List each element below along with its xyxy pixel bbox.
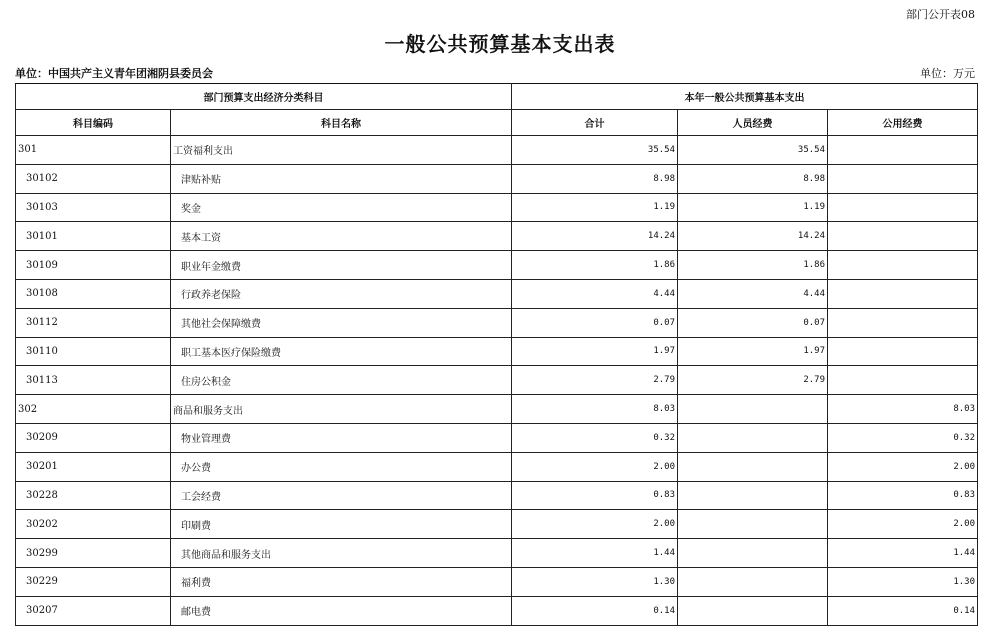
cell-personnel: 0.07 <box>678 308 828 337</box>
cell-total: 4.44 <box>512 279 678 308</box>
cell-name: 津贴补贴 <box>171 164 512 193</box>
cell-name: 基本工资 <box>171 222 512 251</box>
cell-personnel <box>678 596 828 625</box>
cell-name: 物业管理费 <box>171 423 512 452</box>
column-header-name: 科目名称 <box>171 110 512 136</box>
group-header-expenditure: 本年一般公共预算基本支出 <box>512 84 978 110</box>
cell-code: 30113 <box>16 366 171 395</box>
cell-code: 30110 <box>16 337 171 366</box>
cell-code: 30202 <box>16 510 171 539</box>
cell-code: 30112 <box>16 308 171 337</box>
cell-name: 职工基本医疗保险缴费 <box>171 337 512 366</box>
table-row <box>16 510 978 539</box>
cell-code: 30207 <box>16 596 171 625</box>
cell-name: 印刷费 <box>171 510 512 539</box>
cell-code: 302 <box>16 395 171 424</box>
cell-total: 8.03 <box>512 395 678 424</box>
cell-name: 住房公积金 <box>171 366 512 395</box>
cell-public <box>828 366 978 395</box>
cell-public <box>828 251 978 280</box>
cell-personnel <box>678 452 828 481</box>
cell-code: 30103 <box>16 193 171 222</box>
cell-personnel <box>678 539 828 568</box>
cell-code: 30228 <box>16 481 171 510</box>
cell-personnel <box>678 395 828 424</box>
cell-total: 2.00 <box>512 452 678 481</box>
table-body <box>16 136 978 626</box>
table-row <box>16 136 978 165</box>
cell-personnel: 8.98 <box>678 164 828 193</box>
cell-personnel <box>678 423 828 452</box>
page-title: 一般公共预算基本支出表 <box>384 32 616 56</box>
cell-code: 30102 <box>16 164 171 193</box>
cell-total: 2.00 <box>512 510 678 539</box>
cell-public: 0.83 <box>828 481 978 510</box>
document-code: 部门公开表08 <box>906 8 975 21</box>
cell-public <box>828 337 978 366</box>
cell-personnel <box>678 567 828 596</box>
group-header-classification: 部门预算支出经济分类科目 <box>16 84 512 110</box>
cell-public: 2.00 <box>828 452 978 481</box>
cell-personnel <box>678 481 828 510</box>
cell-code: 30229 <box>16 567 171 596</box>
cell-total: 2.79 <box>512 366 678 395</box>
cell-public: 0.32 <box>828 423 978 452</box>
table-row <box>16 193 978 222</box>
cell-public: 8.03 <box>828 395 978 424</box>
cell-total: 35.54 <box>512 136 678 165</box>
cell-name: 办公费 <box>171 452 512 481</box>
cell-public <box>828 136 978 165</box>
table-row <box>16 481 978 510</box>
cell-total: 0.83 <box>512 481 678 510</box>
cell-name: 行政养老保险 <box>171 279 512 308</box>
cell-total: 0.14 <box>512 596 678 625</box>
cell-personnel: 4.44 <box>678 279 828 308</box>
cell-name: 工资福利支出 <box>171 136 512 165</box>
cell-total: 1.97 <box>512 337 678 366</box>
cell-name: 奖金 <box>171 193 512 222</box>
cell-public <box>828 193 978 222</box>
cell-total: 1.86 <box>512 251 678 280</box>
cell-name: 其他社会保障缴费 <box>171 308 512 337</box>
unit-organization: 单位：中国共产主义青年团湘阴县委员会 <box>15 67 213 80</box>
table-row <box>16 539 978 568</box>
cell-name: 商品和服务支出 <box>171 395 512 424</box>
table-row <box>16 222 978 251</box>
cell-name: 职业年金缴费 <box>171 251 512 280</box>
cell-code: 30101 <box>16 222 171 251</box>
cell-personnel: 35.54 <box>678 136 828 165</box>
cell-code: 30299 <box>16 539 171 568</box>
table-row <box>16 395 978 424</box>
cell-name: 其他商品和服务支出 <box>171 539 512 568</box>
cell-total: 8.98 <box>512 164 678 193</box>
table-row <box>16 308 978 337</box>
cell-code: 301 <box>16 136 171 165</box>
cell-personnel: 1.97 <box>678 337 828 366</box>
cell-personnel <box>678 510 828 539</box>
cell-personnel: 14.24 <box>678 222 828 251</box>
table-row <box>16 337 978 366</box>
cell-public: 0.14 <box>828 596 978 625</box>
table-row <box>16 279 978 308</box>
table-group-header-row <box>16 84 978 110</box>
cell-total: 14.24 <box>512 222 678 251</box>
cell-personnel: 1.19 <box>678 193 828 222</box>
unit-currency: 单位：万元 <box>920 67 975 80</box>
cell-public: 1.30 <box>828 567 978 596</box>
budget-table <box>15 83 978 626</box>
cell-name: 邮电费 <box>171 596 512 625</box>
cell-total: 1.19 <box>512 193 678 222</box>
cell-total: 0.07 <box>512 308 678 337</box>
table-column-header-row <box>16 110 978 136</box>
cell-name: 福利费 <box>171 567 512 596</box>
cell-code: 30109 <box>16 251 171 280</box>
cell-personnel: 2.79 <box>678 366 828 395</box>
cell-code: 30201 <box>16 452 171 481</box>
table-row <box>16 164 978 193</box>
cell-total: 0.32 <box>512 423 678 452</box>
cell-code: 30108 <box>16 279 171 308</box>
column-header-public: 公用经费 <box>828 110 978 136</box>
cell-public <box>828 164 978 193</box>
cell-personnel: 1.86 <box>678 251 828 280</box>
cell-public <box>828 308 978 337</box>
cell-public: 2.00 <box>828 510 978 539</box>
cell-name: 工会经费 <box>171 481 512 510</box>
column-header-personnel: 人员经费 <box>678 110 828 136</box>
table-row <box>16 423 978 452</box>
column-header-total: 合计 <box>512 110 678 136</box>
table-row <box>16 567 978 596</box>
table-row <box>16 452 978 481</box>
cell-public: 1.44 <box>828 539 978 568</box>
cell-total: 1.44 <box>512 539 678 568</box>
cell-total: 1.30 <box>512 567 678 596</box>
table-row <box>16 596 978 625</box>
cell-code: 30209 <box>16 423 171 452</box>
table-row <box>16 251 978 280</box>
table-row <box>16 366 978 395</box>
cell-public <box>828 279 978 308</box>
column-header-code: 科目编码 <box>16 110 171 136</box>
cell-public <box>828 222 978 251</box>
